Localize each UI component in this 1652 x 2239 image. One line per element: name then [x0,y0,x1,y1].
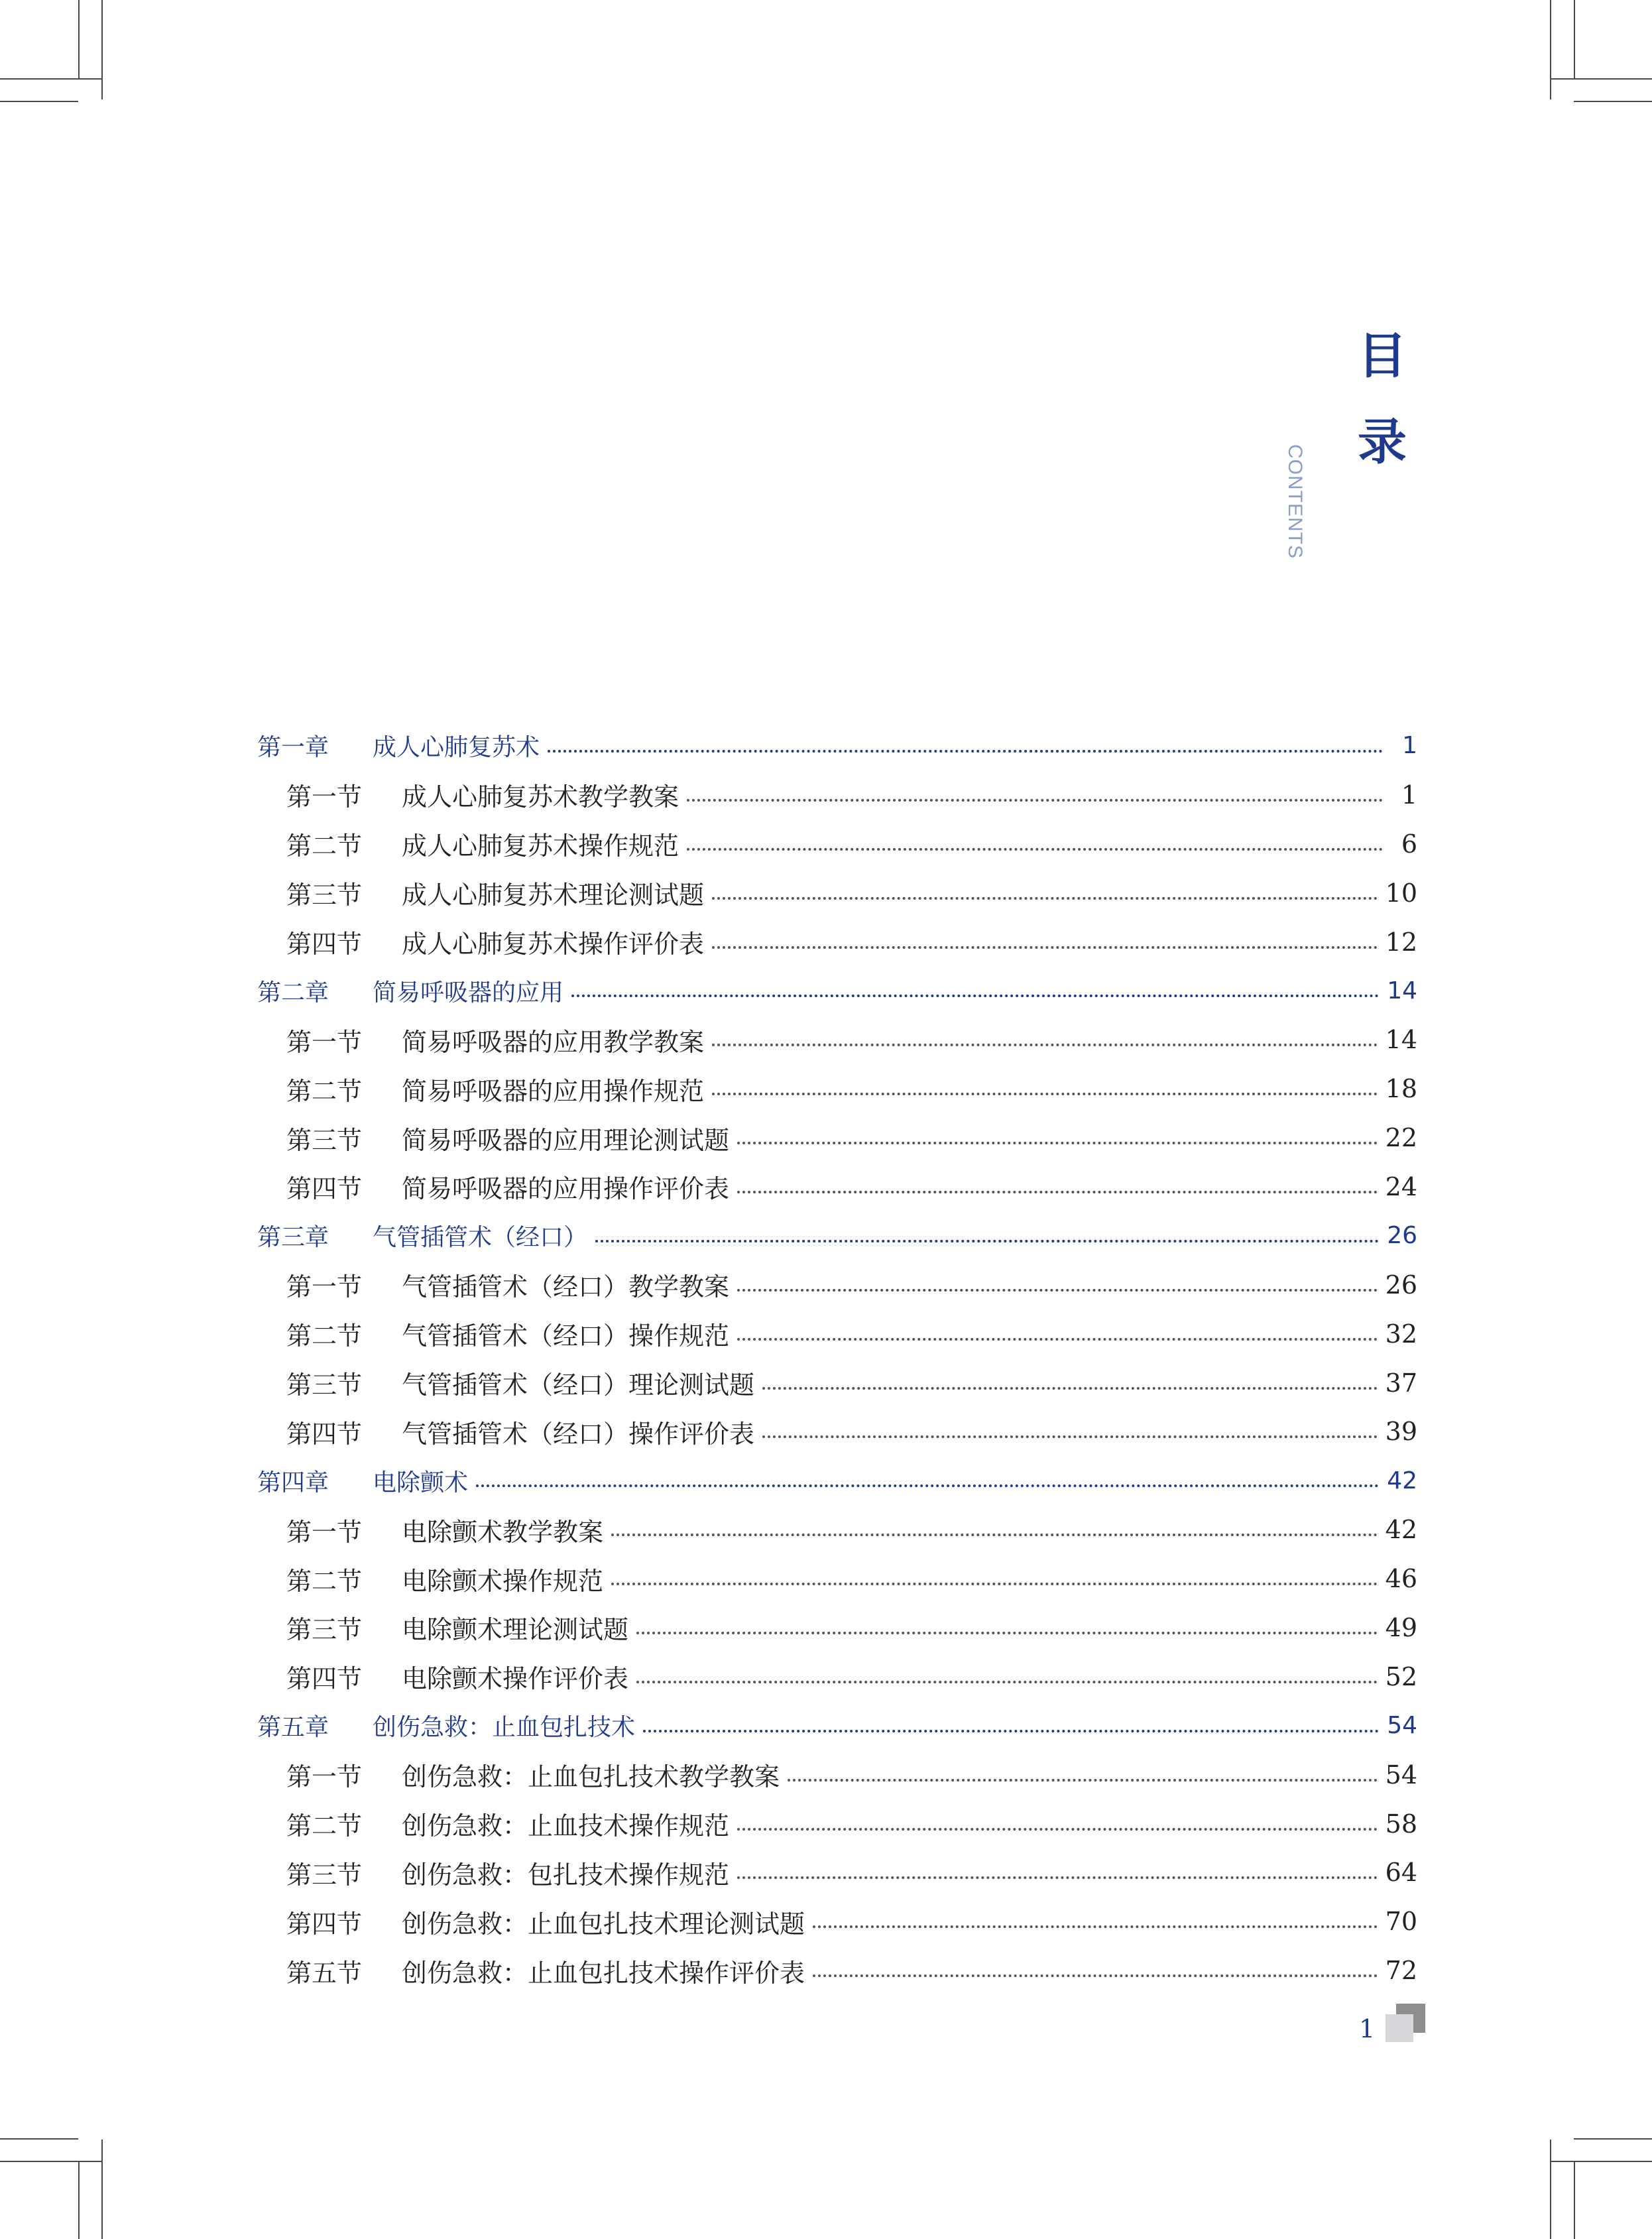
crop-mark [0,78,101,80]
toc-section-entry[interactable] [257,1064,1417,1113]
section-number: 第四节 [286,930,363,959]
section-number: 第二节 [286,1566,363,1596]
section-number: 第三节 [286,1615,363,1645]
table-of-contents [257,721,1417,1995]
crop-mark [78,2161,80,2239]
toc-section-entry[interactable] [257,770,1417,819]
section-title: 气管插管术（经口）操作规范 [402,1321,730,1351]
toc-section-entry[interactable] [257,1113,1417,1162]
section-number: 第三节 [286,1860,363,1890]
section-page-number: 72 [1385,1956,1417,1986]
toc-chapter-entry[interactable] [257,721,1417,770]
section-number: 第四节 [286,1664,363,1694]
section-title: 气管插管术（经口）操作评价表 [402,1419,755,1449]
dot-leader [737,1289,1378,1292]
dot-leader [762,1435,1378,1438]
crop-mark [1574,101,1652,102]
section-number: 第一节 [286,782,363,812]
section-number: 第四节 [286,1174,363,1204]
crop-mark [0,2138,78,2140]
section-number: 第三节 [286,880,363,910]
toc-chapter-entry[interactable] [257,1456,1417,1505]
dot-leader [737,1828,1378,1831]
chapter-page-number: 54 [1387,1712,1417,1740]
page-number: 1 [1359,2014,1376,2043]
dot-leader [636,1632,1378,1634]
section-page-number: 37 [1385,1368,1417,1398]
crop-mark [1574,2138,1652,2140]
crop-mark [78,0,80,78]
section-number: 第二节 [286,1811,363,1841]
toc-section-entry[interactable] [257,1799,1417,1848]
toc-section-entry[interactable] [257,1603,1417,1652]
section-title: 电除颤术操作规范 [402,1566,604,1596]
section-page-number: 58 [1385,1809,1417,1839]
section-number: 第一节 [286,1517,363,1547]
section-number: 第二节 [286,831,363,861]
dot-leader [737,1191,1378,1193]
toc-section-entry[interactable] [257,869,1417,918]
toc-section-entry[interactable] [257,1946,1417,1995]
dot-leader [712,1093,1378,1095]
dot-leader [643,1730,1379,1732]
section-page-number: 49 [1385,1612,1417,1642]
section-page-number: 42 [1385,1515,1417,1545]
dot-leader [595,1240,1379,1242]
dot-leader [548,750,1383,753]
crop-mark [1574,0,1575,78]
dot-leader [611,1583,1378,1585]
crop-mark [101,0,103,99]
section-page-number: 24 [1385,1172,1417,1201]
section-title: 简易呼吸器的应用操作评价表 [402,1174,730,1204]
toc-section-entry[interactable] [257,819,1417,869]
toc-section-entry[interactable] [257,1260,1417,1309]
chapter-number: 第三章 [257,1224,329,1252]
toc-section-entry[interactable] [257,1897,1417,1946]
section-title: 成人心肺复苏术操作规范 [402,831,679,861]
chapter-number: 第四章 [257,1469,329,1496]
section-number: 第三节 [286,1370,363,1400]
section-title: 简易呼吸器的应用教学教案 [402,1027,705,1057]
heading-char-mu: 目 [1358,328,1407,385]
section-page-number: 26 [1385,1270,1417,1300]
section-title: 电除颤术操作评价表 [402,1664,629,1694]
toc-section-entry[interactable] [257,1359,1417,1408]
toc-section-entry[interactable] [257,1162,1417,1211]
crop-mark [1550,2140,1551,2239]
section-title: 简易呼吸器的应用操作规范 [402,1076,705,1106]
toc-section-entry[interactable] [257,1750,1417,1799]
dot-leader [712,1044,1378,1046]
section-page-number: 1 [1401,780,1417,810]
section-title: 气管插管术（经口）教学教案 [402,1272,730,1302]
dot-leader [737,1338,1378,1341]
dot-leader [712,946,1378,949]
section-title: 成人心肺复苏术理论测试题 [402,880,705,910]
section-page-number: 18 [1385,1074,1417,1104]
section-title: 创伤急救：包扎技术操作规范 [402,1860,730,1890]
section-number: 第三节 [286,1125,363,1155]
section-title: 成人心肺复苏术教学教案 [402,782,679,812]
section-title: 成人心肺复苏术操作评价表 [402,930,705,959]
dot-leader [813,1925,1378,1928]
chapter-page-number: 14 [1387,977,1417,1004]
dot-leader [636,1681,1378,1683]
toc-section-entry[interactable] [257,1015,1417,1064]
section-page-number: 70 [1385,1907,1417,1937]
section-title: 创伤急救：止血包扎技术操作评价表 [402,1958,805,1988]
chapter-number: 第五章 [257,1714,329,1742]
section-title: 创伤急救：止血包扎技术教学教案 [402,1762,780,1792]
dot-leader [813,1974,1378,1977]
chapter-number: 第二章 [257,979,329,1006]
section-number: 第四节 [286,1909,363,1939]
section-number: 第一节 [286,1762,363,1792]
section-number: 第一节 [286,1027,363,1057]
section-page-number: 6 [1401,829,1417,859]
toc-chapter-entry[interactable] [257,966,1417,1015]
section-page-number: 12 [1385,927,1417,957]
section-number: 第一节 [286,1272,363,1302]
chapter-title: 电除颤术 [373,1469,469,1496]
section-number: 第二节 [286,1076,363,1106]
chapter-title: 气管插管术（经口） [373,1224,588,1252]
section-title: 电除颤术教学教案 [402,1517,604,1547]
chapter-page-number: 1 [1402,732,1417,760]
toc-section-entry[interactable] [257,1407,1417,1456]
section-page-number: 39 [1385,1417,1417,1447]
toc-section-entry[interactable] [257,1848,1417,1897]
dot-leader [737,1142,1378,1144]
section-number: 第五节 [286,1958,363,1988]
section-page-number: 64 [1385,1858,1417,1888]
heading-subtitle: CONTENTS [1284,444,1306,559]
toc-chapter-entry[interactable] [257,1701,1417,1750]
crop-mark [1574,2161,1575,2239]
section-title: 电除颤术理论测试题 [402,1615,629,1645]
section-number: 第四节 [286,1419,363,1449]
chapter-page-number: 42 [1387,1467,1417,1494]
crop-mark [1550,78,1652,80]
dot-leader [611,1534,1378,1536]
section-page-number: 32 [1385,1319,1417,1349]
dot-leader [737,1876,1378,1879]
dot-leader [762,1387,1378,1390]
section-page-number: 54 [1385,1760,1417,1789]
dot-leader [712,897,1378,900]
section-title: 创伤急救：止血技术操作规范 [402,1811,730,1841]
chapter-title: 成人心肺复苏术 [373,734,540,762]
dot-leader [687,799,1383,802]
dot-leader [687,848,1383,851]
toc-section-entry[interactable] [257,1554,1417,1603]
section-title: 气管插管术（经口）理论测试题 [402,1370,755,1400]
toc-section-entry[interactable] [257,1505,1417,1554]
crop-mark [0,2161,101,2162]
crop-mark [0,101,78,102]
decorative-square [1386,2014,1413,2042]
chapter-title: 简易呼吸器的应用 [373,979,564,1006]
toc-section-entry[interactable] [257,1652,1417,1701]
toc-section-entry[interactable] [257,1309,1417,1359]
crop-mark [1550,0,1551,99]
section-title: 创伤急救：止血包扎技术理论测试题 [402,1909,805,1939]
toc-chapter-entry[interactable] [257,1211,1417,1260]
dot-leader [476,1484,1379,1487]
section-page-number: 52 [1385,1662,1417,1691]
chapter-title: 创伤急救：止血包扎技术 [373,1714,636,1742]
section-page-number: 22 [1385,1123,1417,1153]
chapter-number: 第一章 [257,734,329,762]
toc-section-entry[interactable] [257,918,1417,967]
section-page-number: 10 [1385,878,1417,908]
crop-mark [101,2140,103,2239]
section-title: 简易呼吸器的应用理论测试题 [402,1125,730,1155]
heading-char-lu: 录 [1358,414,1407,471]
chapter-page-number: 26 [1387,1222,1417,1250]
dot-leader [571,995,1379,997]
section-page-number: 14 [1385,1025,1417,1055]
section-page-number: 46 [1385,1564,1417,1594]
crop-mark [1550,2161,1652,2162]
section-number: 第二节 [286,1321,363,1351]
dot-leader [788,1779,1378,1782]
